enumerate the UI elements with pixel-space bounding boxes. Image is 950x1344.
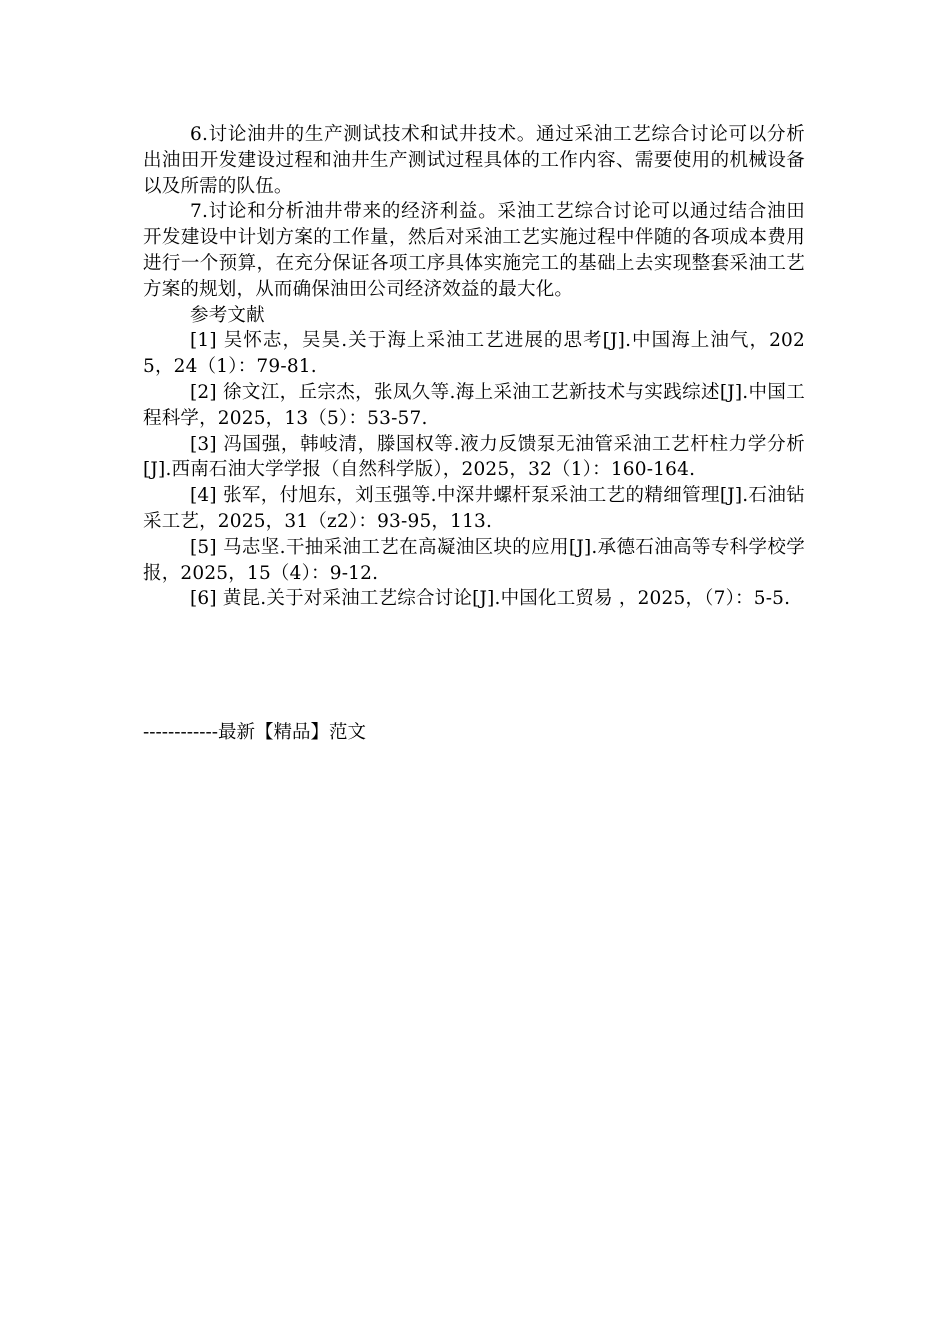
reference-2: [2] 徐文江，丘宗杰，张凤久等.海上采油工艺新技术与实践综述[J].中国工程科学，2025，13（5）：53-57. xyxy=(143,381,805,429)
reference-5: [5] 马志坚.干抽采油工艺在高凝油区块的应用[J].承德石油高等专科学校学报，2025，15（4）：9-12. xyxy=(143,536,805,584)
footer-text: ------------最新【精品】范文 xyxy=(143,722,367,743)
reference-1: [1] 吴怀志，吴昊.关于海上采油工艺进展的思考[J].中国海上油气，2025，24（1）：79-81. xyxy=(143,330,805,378)
reference-6: [6] 黄昆.关于对采油工艺综合讨论[J].中国化工贸易 ，2025，（7）：5-5. xyxy=(190,588,791,610)
paragraph-6: 6.讨论油井的生产测试技术和试井技术。通过采油工艺综合讨论可以分析出油田开发建设过程和油井生产测试过程具体的工作内容、需要使用的机械设备以及所需的队伍。 xyxy=(143,124,805,197)
document-body xyxy=(143,122,805,612)
reference-3: [3] 冯国强，韩岐清，滕国权等.液力反馈泵无油管采油工艺杆柱力学分析[J].西南石油大学学报（自然科学版），2025，32（1）：160-164. xyxy=(143,433,805,481)
references-heading: 参考文献 xyxy=(190,304,265,326)
reference-4: [4] 张军，付旭东，刘玉强等.中深井螺杆泵采油工艺的精细管理[J].石油钻采工艺，2025，31（z2）：93-95，113. xyxy=(143,485,805,532)
paragraph-7: 7.讨论和分析油井带来的经济利益。采油工艺综合讨论可以通过结合油田开发建设中计划方案的工作量，然后对采油工艺实施过程中伴随的各项成本费用进行一个预算，在充分保证各项工序具体实施完工的基础上去实现整套采油工艺方案的规划，从而确保油田公司经济效益的最大化。 xyxy=(143,201,805,300)
